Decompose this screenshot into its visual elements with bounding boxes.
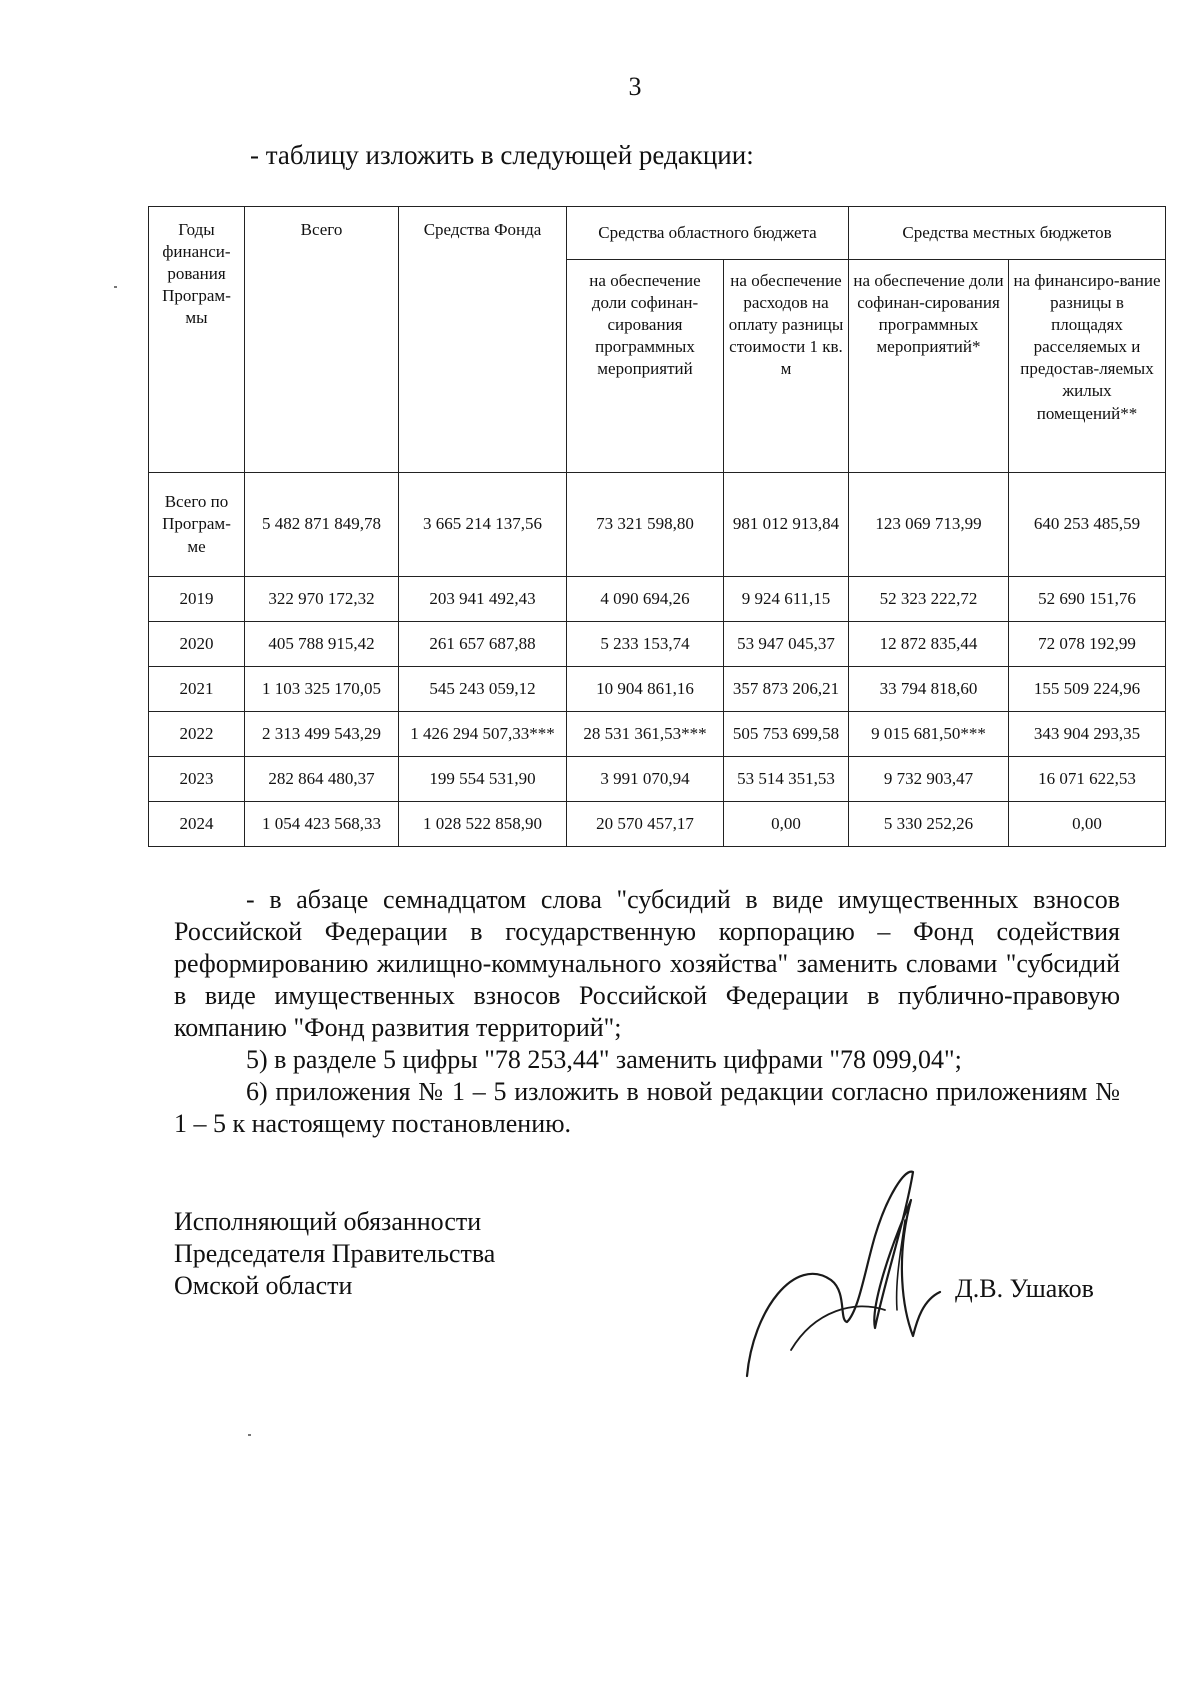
table-cell: 3 991 070,94 — [567, 757, 724, 802]
table-cell: 282 864 480,37 — [245, 757, 399, 802]
table-cell: 0,00 — [724, 802, 849, 847]
table-cell: 203 941 492,43 — [399, 577, 567, 622]
signer-title-line: Исполняющий обязанности — [174, 1207, 482, 1236]
handwritten-signature — [735, 1160, 965, 1390]
table-cell: 1 028 522 858,90 — [399, 802, 567, 847]
signer-name: Д.В. Ушаков — [955, 1274, 1094, 1303]
table-cell: 9 924 611,15 — [724, 577, 849, 622]
table-cell: 52 323 222,72 — [849, 577, 1009, 622]
table-cell: 2021 — [149, 667, 245, 712]
scan-speck — [114, 286, 117, 288]
header-fund: Средства Фонда — [399, 207, 567, 473]
table-cell: 72 078 192,99 — [1009, 622, 1166, 667]
table-cell: 33 794 818,60 — [849, 667, 1009, 712]
header-years: Годы финанси-рования Програм-мы — [149, 207, 245, 473]
table-row — [149, 667, 1166, 712]
table-cell: 2024 — [149, 802, 245, 847]
table-cell: 123 069 713,99 — [849, 473, 1009, 577]
header-regional-cofinancing: на обеспечение доли софинан-сирования программных мероприятий — [567, 260, 724, 473]
scan-speck — [248, 1434, 251, 1436]
table-cell: 4 090 694,26 — [567, 577, 724, 622]
table-cell: 405 788 915,42 — [245, 622, 399, 667]
header-local-cofinancing: на обеспечение доли софинан-сирования программных мероприятий* — [849, 260, 1009, 473]
table-cell: 10 904 861,16 — [567, 667, 724, 712]
table-row — [149, 757, 1166, 802]
table-cell: 12 872 835,44 — [849, 622, 1009, 667]
table-cell: 1 103 325 170,05 — [245, 667, 399, 712]
table-row — [149, 712, 1166, 757]
table-cell: 0,00 — [1009, 802, 1166, 847]
paragraph-amendment-6: 6) приложения № 1 – 5 изложить в новой редакции согласно приложениям № 1 – 5 к настоящему постановлению. — [174, 1077, 1120, 1138]
header-regional-difference: на обеспечение расходов на оплату разницы стоимости 1 кв. м — [724, 260, 849, 473]
table-cell: 640 253 485,59 — [1009, 473, 1166, 577]
table-cell: 1 054 423 568,33 — [245, 802, 399, 847]
table-cell: 2022 — [149, 712, 245, 757]
table-cell: 2019 — [149, 577, 245, 622]
table-cell: 52 690 151,76 — [1009, 577, 1166, 622]
table-cell: 5 233 153,74 — [567, 622, 724, 667]
table-cell: 981 012 913,84 — [724, 473, 849, 577]
table-cell: 343 904 293,35 — [1009, 712, 1166, 757]
body-text — [174, 884, 1120, 1140]
header-local-difference: на финансиро-вание разницы в площадях расселяемых и предостав-ляемых жилых помещений** — [1009, 260, 1166, 473]
table-cell: 545 243 059,12 — [399, 667, 567, 712]
table-cell: 1 426 294 507,33*** — [399, 712, 567, 757]
table-cell: 9 732 903,47 — [849, 757, 1009, 802]
financing-table — [148, 206, 1166, 847]
table-row-total — [149, 473, 1166, 577]
paragraph-amendment-5: 5) в разделе 5 цифры "78 253,44" заменить цифрами "78 099,04"; — [246, 1045, 962, 1074]
table-cell: 9 015 681,50*** — [849, 712, 1009, 757]
table-cell: 16 071 622,53 — [1009, 757, 1166, 802]
table-cell: 20 570 457,17 — [567, 802, 724, 847]
signer-title — [174, 1206, 495, 1302]
table-cell: 505 753 699,58 — [724, 712, 849, 757]
table-row — [149, 622, 1166, 667]
table-row — [149, 802, 1166, 847]
table-cell: 28 531 361,53*** — [567, 712, 724, 757]
table-cell: 2020 — [149, 622, 245, 667]
table-cell: 261 657 687,88 — [399, 622, 567, 667]
page-number: 3 — [628, 72, 642, 101]
table-cell: Всего по Програм-ме — [149, 473, 245, 577]
table-cell: 53 947 045,37 — [724, 622, 849, 667]
header-total: Всего — [245, 207, 399, 473]
table-cell: 3 665 214 137,56 — [399, 473, 567, 577]
table-cell: 199 554 531,90 — [399, 757, 567, 802]
table-cell: 322 970 172,32 — [245, 577, 399, 622]
signer-title-line: Председателя Правительства — [174, 1239, 496, 1268]
signer-title-line: Омской области — [174, 1271, 353, 1300]
table-cell: 2023 — [149, 757, 245, 802]
table-cell: 2 313 499 543,29 — [245, 712, 399, 757]
table-cell: 155 509 224,96 — [1009, 667, 1166, 712]
intro-text: - таблицу изложить в следующей редакции: — [250, 140, 754, 170]
table-cell: 73 321 598,80 — [567, 473, 724, 577]
table-cell: 53 514 351,53 — [724, 757, 849, 802]
table-cell: 5 482 871 849,78 — [245, 473, 399, 577]
paragraph-amendment-17: - в абзаце семнадцатом слова "субсидий в виде имущественных взносов Российской Федерации в государственную корпорацию – Фонд содействия реформированию жилищно-коммунального хозяйства" заменить словами "субсидий в виде имущественных взносов Российской Федерации в публично-правовую компанию "Фонд развития территорий"; — [174, 885, 1120, 1042]
header-local: Средства местных бюджетов — [849, 207, 1166, 260]
table-cell: 5 330 252,26 — [849, 802, 1009, 847]
header-regional: Средства областного бюджета — [567, 207, 849, 260]
table-row — [149, 577, 1166, 622]
table-cell: 357 873 206,21 — [724, 667, 849, 712]
